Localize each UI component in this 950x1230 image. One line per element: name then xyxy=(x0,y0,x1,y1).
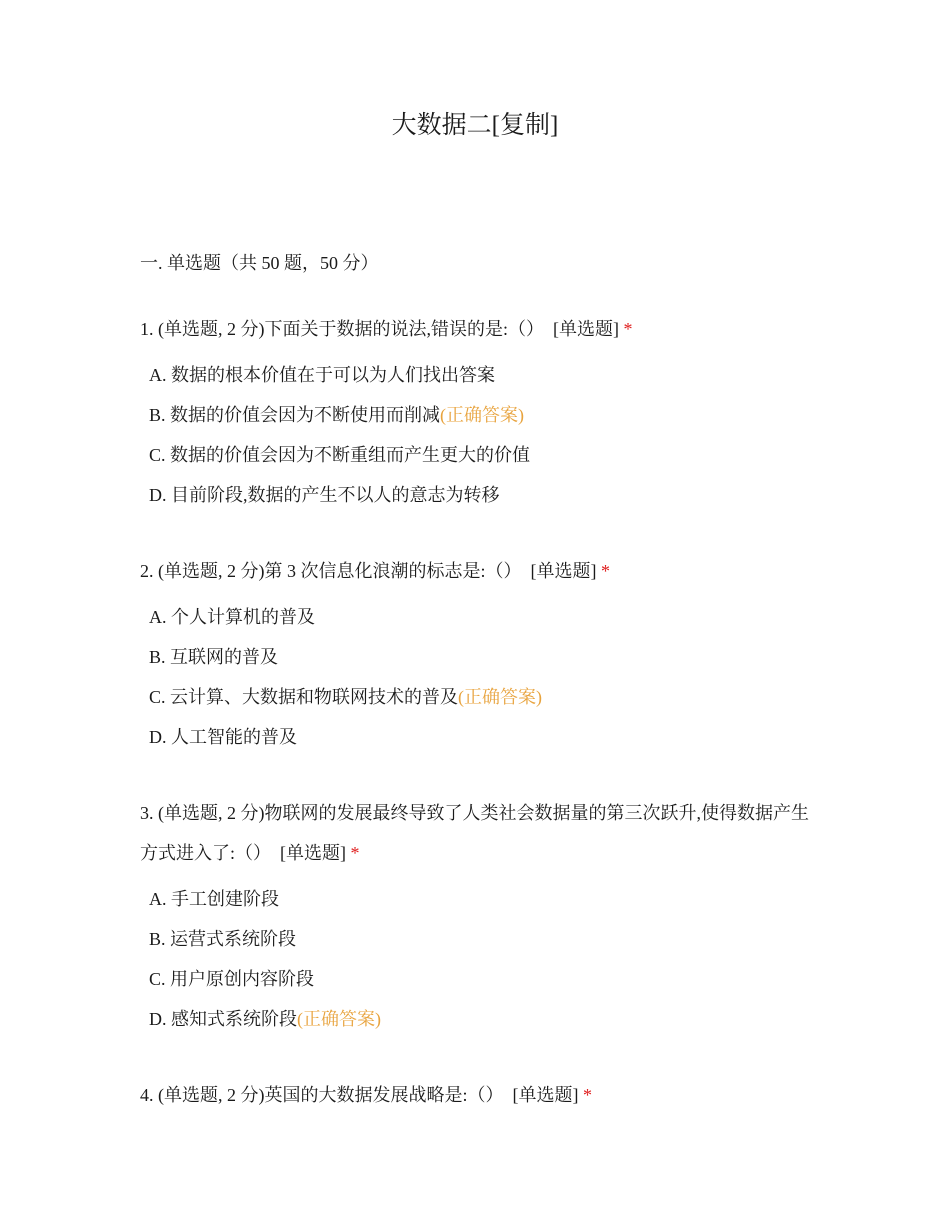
question-type-tag: [单选题] xyxy=(512,1085,579,1105)
option-b[interactable] xyxy=(149,919,820,959)
required-marker: * xyxy=(601,561,610,581)
required-marker: * xyxy=(350,843,360,863)
document-title: 大数据二[复制] xyxy=(391,112,559,139)
option-c[interactable] xyxy=(149,677,820,717)
option-a[interactable] xyxy=(149,879,820,919)
question-text: 1. (单选题, 2 分)下面关于数据的说法,错误的是:（） xyxy=(140,319,544,339)
option-list xyxy=(140,597,820,757)
question-stem xyxy=(140,793,820,873)
option-list xyxy=(140,879,820,1039)
option-text: A. 数据的根本价值在于可以为人们找出答案 xyxy=(149,365,495,385)
option-d[interactable] xyxy=(149,475,820,515)
option-text: B. 互联网的普及 xyxy=(149,647,279,667)
option-text: B. 运营式系统阶段 xyxy=(149,929,297,949)
question-stem xyxy=(140,1075,820,1115)
option-text: B. 数据的价值会因为不断使用而削减 xyxy=(149,405,441,425)
option-text: A. 手工创建阶段 xyxy=(149,889,279,909)
question-1 xyxy=(140,309,820,515)
question-text: 2. (单选题, 2 分)第 3 次信息化浪潮的标志是:（） xyxy=(140,561,522,581)
correct-answer-label: (正确答案) xyxy=(440,405,525,425)
option-a[interactable] xyxy=(149,597,820,637)
option-c[interactable] xyxy=(149,435,820,475)
question-stem xyxy=(140,309,820,349)
question-4 xyxy=(140,1075,820,1115)
option-d[interactable] xyxy=(149,999,820,1039)
option-text: A. 个人计算机的普及 xyxy=(149,607,315,627)
correct-answer-label: (正确答案) xyxy=(458,687,543,707)
option-list xyxy=(140,355,820,515)
required-marker: * xyxy=(623,319,633,339)
question-stem xyxy=(140,551,820,591)
option-text: C. 用户原创内容阶段 xyxy=(149,969,315,989)
option-text: C. 云计算、大数据和物联网技术的普及 xyxy=(149,687,459,707)
question-list xyxy=(140,309,820,1151)
option-a[interactable] xyxy=(149,355,820,395)
question-3 xyxy=(140,793,820,1039)
option-b[interactable] xyxy=(149,395,820,435)
question-type-tag: [单选题] xyxy=(553,319,619,339)
question-text: 4. (单选题, 2 分)英国的大数据发展战略是:（） xyxy=(140,1085,504,1105)
option-text: D. 人工智能的普及 xyxy=(149,727,297,747)
section-heading: 一. 单选题（共 50 题，50 分） xyxy=(140,253,379,273)
required-marker: * xyxy=(583,1085,592,1105)
option-text: D. 目前阶段,数据的产生不以人的意志为转移 xyxy=(149,485,500,505)
option-d[interactable] xyxy=(149,717,820,757)
question-type-tag: [单选题] xyxy=(530,561,597,581)
option-b[interactable] xyxy=(149,637,820,677)
question-type-tag: [单选题] xyxy=(280,843,347,863)
option-text: C. 数据的价值会因为不断重组而产生更大的价值 xyxy=(149,445,531,465)
question-text: 3. (单选题, 2 分)物联网的发展最终导致了人类社会数据量的第三次跃升,使得数据产生方式进入了:（） xyxy=(140,803,809,863)
option-c[interactable] xyxy=(149,959,820,999)
question-2 xyxy=(140,551,820,757)
correct-answer-label: (正确答案) xyxy=(297,1009,381,1029)
option-text: D. 感知式系统阶段 xyxy=(149,1009,297,1029)
